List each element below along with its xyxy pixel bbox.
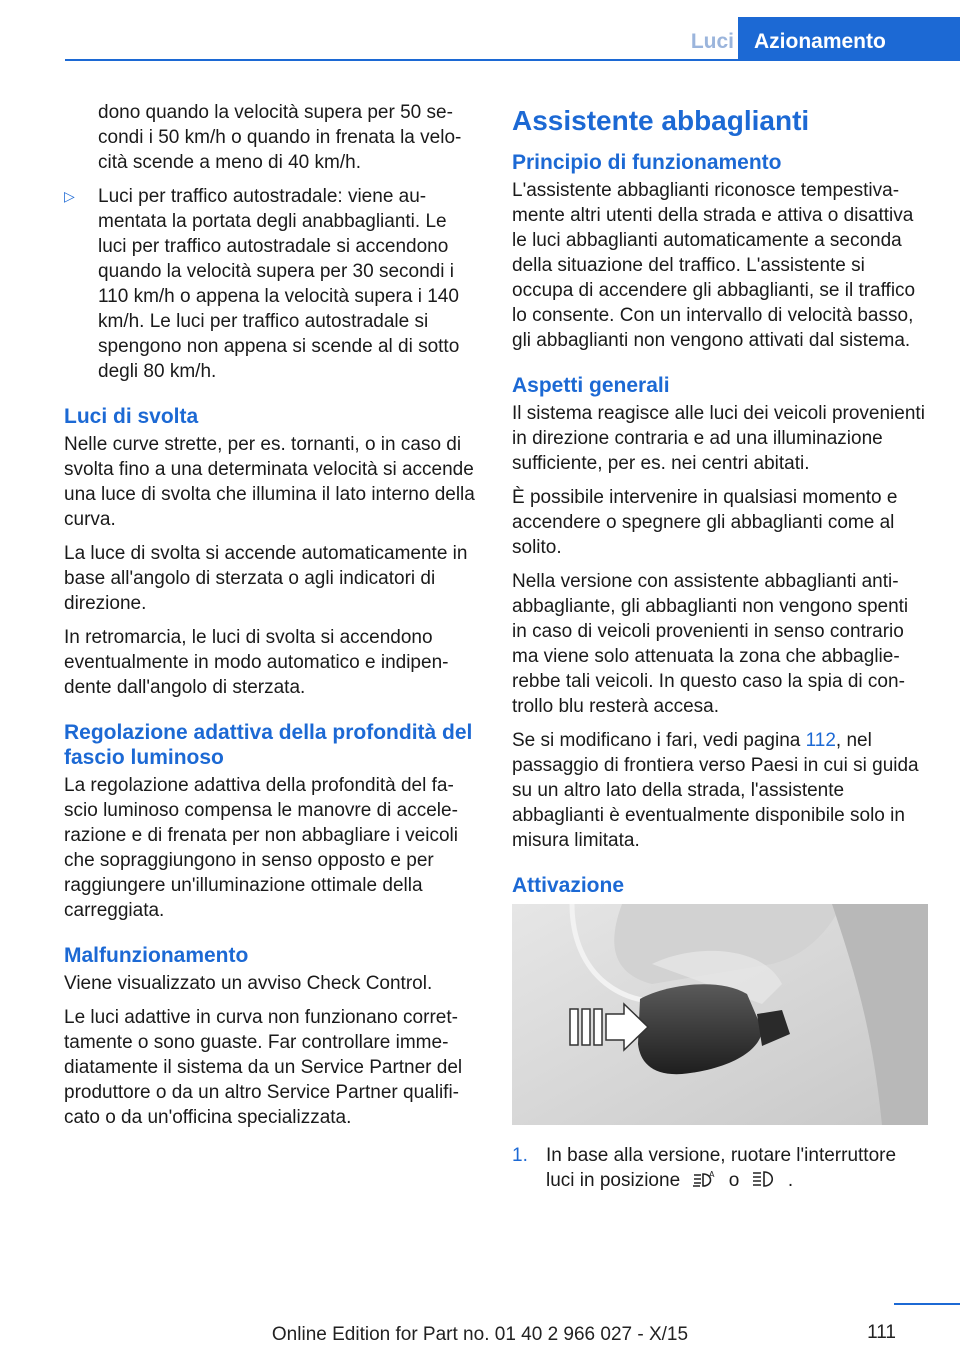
paragraph: In retromarcia, le luci di svolta si accendono eventualmente in modo automatico e indipendente dall'angolo di sterzata. xyxy=(64,627,449,698)
paragraph: La luce di svolta si accende automaticamente in base all'angolo di sterzata o agli indicatori di direzione. xyxy=(64,543,468,614)
left-column xyxy=(64,100,479,1139)
section-title: Assistente abbaglianti xyxy=(512,105,810,136)
heading-luci-di-svolta: Luci di svolta xyxy=(64,405,199,428)
bullet-item xyxy=(64,184,479,384)
paragraph: Il sistema reagisce alle luci dei veicoli provenienti in direzione contraria e ad una illuminazione sufficiente, per es. nei centri abitati. xyxy=(512,403,925,474)
paragraph-with-link: Se si modificano i fari, vedi pagina 112, nel passaggio di frontiera verso Paesi in cui si guida su un altro lato della strada, l'assistente abbaglianti è eventualmente disponibile solo in misura limitata. xyxy=(512,730,919,851)
heading-aspetti-generali: Aspetti generali xyxy=(512,374,670,397)
page-number: 111 xyxy=(867,1322,896,1343)
high-beam-icon xyxy=(751,1169,777,1189)
svg-text:A: A xyxy=(709,1170,715,1179)
paragraph: La regolazione adattiva della profondità del fascio luminoso compensa le manovre di accelerazione e di frenata per non abbagliare i veicoli che sopraggiungono in senso opposto e per raggiungere un'illuminazione ottimale della carreggiata. xyxy=(64,775,458,921)
footer-rule xyxy=(894,1303,960,1305)
heading-malfunzionamento: Malfunzionamento xyxy=(64,944,249,967)
header-section: Luci xyxy=(690,30,734,53)
paragraph: Nella versione con assistente abbaglianti antiabbagliante, gli abbaglianti non vengono spenti in caso di veicoli provenienti in senso contrario ma viene solo attenuata la zona che abbaglierebbe tali veicoli. In questo caso la spia di controllo blu resterà accesa. xyxy=(512,571,909,717)
paragraph: L'assistente abbaglianti riconosce tempestivamente altri utenti della strada e attiva o disattiva le luci abbaglianti automaticamente a seconda della situazione del traffico. L'assistente si occupa di accendere gli abbaglianti, se il traffico lo consente. Con un intervallo di velocità basso, gli abbaglianti non vengono attivati dal sistema. xyxy=(512,180,916,351)
footer-edition-text: Online Edition for Part no. 01 40 2 966 027 - X/15 xyxy=(271,1324,689,1345)
continued-paragraph: dono quando la velocità supera per 50 secondi i 50 km/h o quando in frenata la velocità scende a meno di 40 km/h. xyxy=(98,102,462,173)
numbered-step xyxy=(512,1143,927,1193)
paragraph: Nelle curve strette, per es. tornanti, o in caso di svolta fino a una determinata velocità si accende una luce di svolta che illumina il lato interno della curva. xyxy=(64,434,475,530)
bullet-text: Luci per traffico autostradale: viene aumentata la portata degli anabbaglianti. Le luci per traffico autostradale si accendono quando la velocità supera per 30 secondi i 110 km/h o appena la velocità supera i 140 km/h. Le luci per traffico autostradale si spengono non appena si scende al di sotto degli 80 km/h. xyxy=(98,186,460,382)
right-column xyxy=(512,100,927,1193)
paragraph: È possibile intervenire in qualsiasi momento e accendere o spegnere gli abbaglianti come al solito. xyxy=(512,487,898,558)
paragraph: Viene visualizzato un avviso Check Control. xyxy=(64,973,433,994)
auto-high-beam-icon xyxy=(691,1169,717,1189)
heading-attivazione: Attivazione xyxy=(512,874,625,897)
page-link[interactable]: 112 xyxy=(805,730,836,751)
paragraph: Le luci adattive in curva non funzionano correttamente o sono guaste. Far controllare immediatamente il sistema da un Service Partner del produttore o da un altro Service Partner qualificato o da un'officina specializzata. xyxy=(64,1007,463,1128)
light-switch-photo xyxy=(512,904,928,1125)
heading-regolazione: Regolazione adattiva della profondità del fascio luminoso xyxy=(64,721,473,769)
step-text: In base alla versione, ruotare l'interruttore luci in posizione A o . xyxy=(546,1145,897,1191)
heading-principio: Principio di funzionamento xyxy=(512,151,782,174)
step-number: 1. xyxy=(512,1145,528,1166)
header-chapter-tab: Azionamento xyxy=(738,17,960,61)
triangle-bullet-icon: ▷ xyxy=(64,188,75,204)
